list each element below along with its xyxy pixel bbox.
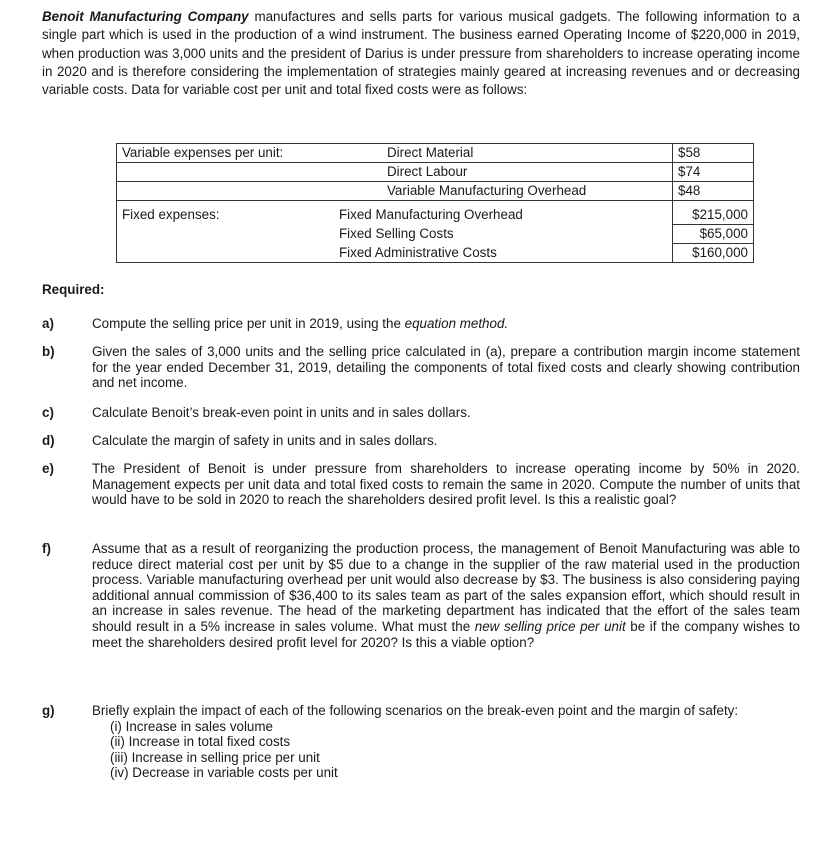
question-text: Calculate Benoit’s break-even point in units and in sales dollars.	[92, 405, 471, 420]
variable-item: Variable Manufacturing Overhead	[329, 182, 673, 201]
question-c	[42, 405, 800, 421]
question-label: f)	[42, 541, 51, 556]
question-d	[42, 433, 800, 449]
question-emphasis: new selling price per unit	[474, 618, 626, 634]
question-text: Compute the selling price per unit in 2019, using the	[92, 316, 405, 331]
scenario-list	[110, 719, 800, 781]
variable-amount: $58	[673, 144, 754, 163]
variable-item: Direct Labour	[329, 163, 673, 182]
question-text: Briefly explain the impact of each of the following scenarios on the break-even point and the margin of safety:	[92, 703, 739, 718]
question-label: g)	[42, 703, 55, 718]
variable-amount: $74	[673, 163, 754, 182]
fixed-item: Fixed Manufacturing Overhead	[329, 201, 673, 225]
fixed-amount: $215,000	[673, 201, 754, 225]
variable-expenses-label: Variable expenses per unit:	[117, 144, 330, 163]
question-label: b)	[42, 344, 55, 359]
question-text: Given the sales of 3,000 units and the selling price calculated in (a), prepare a contribution margin income statement for the year ended December 31, 2019, detailing the components of total fixed costs and clearly showing contribution and net income.	[92, 344, 800, 391]
question-label: d)	[42, 433, 55, 448]
intro-paragraph	[42, 8, 800, 99]
question-label: a)	[42, 316, 54, 331]
intro-text: manufactures and sells parts for various musical gadgets. The following information to a single part which is used in the production of a wind instrument. The business earned Operating Income of $220,000 in 2019, when production was 3,000 units and the president of Darius is under pressure from shareholders to increase operating income in 2020 and is therefore considering the implementation of strategies mainly geared at increasing revenues and or decreasing variable costs. Data for variable cost per unit and total fixed costs were as follows:	[42, 9, 800, 98]
fixed-amount: $160,000	[673, 244, 754, 263]
question-text-end: be if the company wishes to meet the shareholders desired profit level for 2020? Is this a viable option?	[92, 618, 800, 650]
question-a	[42, 316, 800, 332]
scenario-item: (i) Increase in sales volume	[110, 718, 273, 734]
company-name: Benoit Manufacturing Company	[42, 9, 249, 24]
required-heading: Required:	[42, 282, 105, 297]
fixed-item: Fixed Administrative Costs	[329, 244, 673, 263]
question-label: c)	[42, 405, 54, 420]
fixed-amount: $65,000	[673, 225, 754, 244]
variable-item: Direct Material	[329, 144, 673, 163]
question-g	[42, 703, 800, 781]
question-f	[42, 541, 800, 650]
question-text: Assume that as a result of reorganizing the production process, the management of Benoit Manufacturing was able to reduce direct material cost per unit by $5 due to a change in the supplier of the raw material used in the production process. Variable manufacturing overhead per unit would also decrease by $3. The business is also considering paying additional annual commission of $36,400 to its sales team as part of the sales expansion effort, which should result in an increase in sales revenue. The head of the marketing department has indicated that the effort of the sales team should result in a 5% increase in sales volume. What must the	[92, 541, 800, 634]
question-label: e)	[42, 461, 54, 476]
scenario-item: (iii) Increase in selling price per unit	[110, 749, 320, 765]
question-b	[42, 344, 800, 391]
scenario-item: (ii) Increase in total fixed costs	[110, 734, 291, 750]
fixed-item: Fixed Selling Costs	[339, 225, 454, 241]
question-e	[42, 461, 800, 508]
question-text: The President of Benoit is under pressure from shareholders to increase operating income by 50% in 2020. Management expects per unit data and total fixed costs to remain the same in 2020. Compute the number of units that would have to be sold in 2020 to reach the shareholders desired profit level. Is this a realistic goal?	[92, 461, 800, 508]
question-text: Calculate the margin of safety in units and in sales dollars.	[92, 433, 438, 448]
cost-table	[116, 143, 754, 263]
variable-amount: $48	[673, 182, 754, 201]
fixed-expenses-label: Fixed expenses:	[117, 201, 330, 225]
question-emphasis: equation method.	[404, 316, 509, 331]
scenario-item: (iv) Decrease in variable costs per unit	[110, 765, 338, 781]
